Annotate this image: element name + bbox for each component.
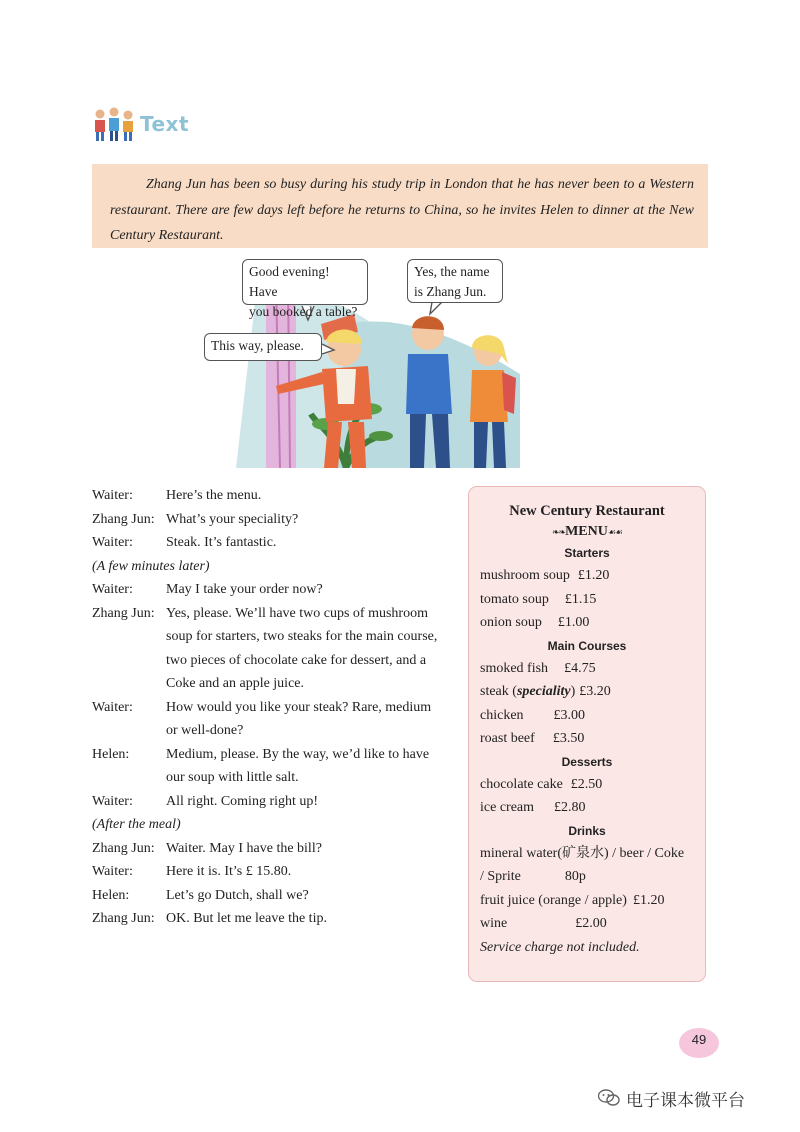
menu-item (480, 912, 705, 936)
menu-item-price: £1.15 (564, 591, 597, 607)
dialogue-line (92, 508, 462, 532)
speaker-name: Zhang Jun: (92, 911, 155, 926)
menu-category: Desserts (561, 754, 613, 769)
dialogue-line (92, 837, 462, 861)
speaker-name: Zhang Jun: (92, 605, 155, 621)
bubble-line: Yes, the name (414, 264, 490, 279)
ornament-left-icon: ❧❧ (551, 527, 566, 537)
menu-item-name: fruit juice (orange / apple) (480, 892, 627, 908)
speech-text (166, 860, 462, 884)
menu-item-name: mineral water(矿泉水) / beer / Coke (480, 845, 685, 861)
speaker-name: Waiter: (92, 535, 133, 550)
speech-line: Yes, please. We’ll have two cups of mushroom (166, 605, 428, 621)
menu-item-price: £1.20 (577, 568, 610, 583)
menu-note: Service charge not included. (480, 939, 640, 955)
dialogue-line (92, 790, 462, 814)
speech-text (166, 578, 462, 602)
speech-line: two pieces of chocolate cake for dessert, and a (166, 652, 427, 668)
speech-line: or well-done? (166, 723, 244, 738)
menu-item-name: chocolate cake (480, 776, 563, 792)
menu-item-price: £3.50 (552, 731, 585, 746)
menu-item-name: wine (480, 916, 508, 931)
speaker-name: Waiter: (92, 488, 133, 503)
stage-direction: (A few minutes later) (92, 558, 210, 574)
menu-item-name: smoked fish (480, 660, 549, 676)
dialogue-line (92, 860, 462, 884)
menu-item (480, 865, 705, 889)
speaker-name: Waiter: (92, 864, 133, 879)
speaker-name: Waiter: (92, 582, 133, 597)
menu-item-price: £2.80 (554, 800, 586, 815)
speech-line: soup for starters, two steaks for the main course, (166, 629, 438, 644)
menu-item (480, 611, 705, 635)
speech-line: How would you like your steak? Rare, medium (166, 699, 432, 715)
dialogue-line (92, 531, 462, 555)
menu-item-price: £2.50 (570, 776, 603, 792)
menu-item-price: £1.20 (632, 892, 665, 908)
menu-item-name: / Sprite (480, 869, 521, 884)
speech-text (166, 602, 462, 696)
menu-item-name: chicken (480, 707, 524, 723)
intro-text: Zhang Jun has been so busy during his study trip in London that he has never been to a Western restaurant. There are few days left before he returns to China, so he invites Helen to dinner at the New Century Restaurant. (110, 177, 694, 243)
menu-item-name: ice cream (480, 800, 535, 815)
menu-item-name: mushroom soup (480, 568, 570, 583)
speech-line: Here’s the menu. (166, 488, 262, 503)
menu-restaurant-name: New Century Restaurant (509, 503, 665, 519)
speech-bubble-zhang-jun (407, 259, 503, 303)
section-title: Text (140, 112, 190, 136)
menu-item (480, 704, 705, 728)
watermark (598, 1086, 745, 1110)
menu-item (480, 773, 705, 797)
menu-item-name: steak (speciality) (480, 684, 576, 699)
speech-bubble-waiter-this-way (204, 333, 322, 361)
speech-text (166, 484, 462, 508)
three-children-icon (92, 106, 136, 142)
menu-heading (480, 522, 705, 542)
speech-text (166, 884, 462, 908)
wechat-icon (598, 1089, 620, 1107)
restaurant-menu-card (468, 486, 706, 982)
menu-category: Main Courses (547, 638, 627, 653)
speaker-name: Helen: (92, 746, 130, 762)
stage-direction: (After the meal) (92, 817, 181, 832)
speech-line: All right. Coming right up! (166, 793, 319, 809)
menu-item-name: roast beef (480, 731, 535, 746)
speech-line: Let’s go Dutch, shall we? (166, 887, 309, 903)
speech-line: Medium, please. By the way, we’d like to have (166, 746, 430, 762)
speech-text (166, 907, 462, 931)
section-heading (92, 104, 189, 144)
menu-item-price: £2.00 (575, 916, 607, 931)
speech-line: Here it is. It’s £ 15.80. (166, 864, 292, 879)
speaker-name: Zhang Jun: (92, 840, 155, 856)
menu-category: Starters (564, 546, 610, 560)
bubble-line: is Zhang Jun. (414, 284, 487, 299)
menu-item (480, 564, 705, 588)
bubble-line: Good evening! Have (249, 264, 330, 299)
speech-line: Waiter. May I have the bill? (166, 840, 322, 856)
speech-line: Steak. It’s fantastic. (166, 535, 277, 550)
menu-item (480, 796, 705, 820)
speech-line: What’s your speciality? (166, 511, 299, 527)
menu-item (480, 842, 705, 866)
menu-item-name: onion soup (480, 615, 542, 630)
dialogue-line (92, 602, 462, 696)
speech-text (166, 837, 462, 861)
speech-text (166, 743, 462, 790)
speech-text (166, 531, 462, 555)
dialogue-line (92, 578, 462, 602)
speaker-name: Zhang Jun: (92, 511, 155, 527)
watermark-text: 电子课本微平台 (626, 1090, 745, 1111)
menu-item-price: 80p (564, 869, 586, 884)
dialogue-line (92, 484, 462, 508)
speech-line: Coke and an apple juice. (166, 676, 305, 691)
dialogue-line (92, 743, 462, 790)
speaker-name: Helen: (92, 887, 130, 903)
ornament-right-icon: ☙☙ (607, 527, 622, 537)
menu-item-price: £3.00 (553, 707, 586, 723)
speech-line: our soup with little salt. (166, 770, 299, 785)
menu-category: Drinks (568, 823, 606, 838)
intro-box (92, 164, 708, 248)
dialogue-line (92, 907, 462, 931)
menu-item (480, 889, 705, 913)
page-number: 49 (679, 1028, 719, 1058)
menu-item (480, 588, 705, 612)
speech-bubble-waiter-greeting (242, 259, 368, 319)
menu-item-price: £3.20 (579, 684, 611, 699)
speech-text (166, 790, 462, 814)
menu-item-price: £1.00 (557, 615, 590, 630)
bubble-line: This way, please. (211, 338, 304, 353)
dialogue (92, 484, 462, 931)
speech-line: OK. But let me leave the tip. (166, 911, 327, 926)
speech-text (166, 696, 462, 743)
bubble-line: you booked a table? (249, 304, 358, 319)
menu-sections (480, 542, 705, 936)
menu-heading-text: MENU (565, 524, 608, 539)
dialogue-line (92, 696, 462, 743)
menu-item-name: tomato soup (480, 591, 549, 607)
menu-item (480, 657, 705, 681)
speech-text (166, 508, 462, 532)
speaker-name: Waiter: (92, 793, 133, 809)
speaker-name: Waiter: (92, 699, 133, 715)
menu-item (480, 727, 705, 751)
dialogue-line (92, 884, 462, 908)
menu-item (480, 680, 705, 704)
menu-item-price: £4.75 (564, 660, 596, 676)
speech-line: May I take your order now? (166, 582, 323, 597)
